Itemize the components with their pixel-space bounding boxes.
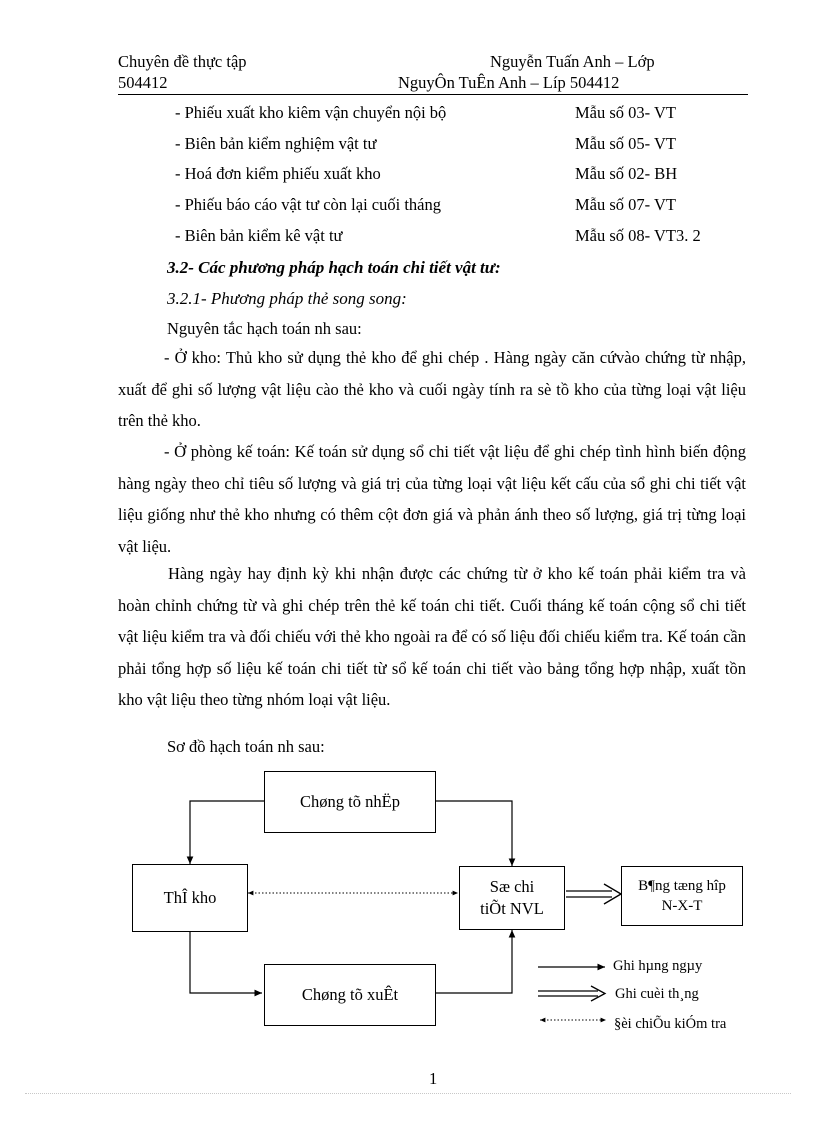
document-item-code: Mẫu số 05- VT: [575, 134, 676, 153]
subsection-heading: 3.2.1- Phương pháp thẻ song song:: [167, 289, 407, 308]
box-import-voucher: [264, 771, 436, 833]
legend-check-label: §èi chiÕu kiÓm tra: [614, 1016, 727, 1032]
paragraph-warehouse: - Ở kho: Thủ kho sử dụng thẻ kho để ghi chép . Hàng ngày căn cứvào chứng từ nhập, xuất để ghi số lượng vật liệu cào thẻ kho và cuối ngày tính ra sè tồ kho của từng loại vật liệu trên thẻ kho.: [118, 348, 746, 430]
document-item-name: - Biên bản kiểm nghiệm vật tư: [175, 134, 377, 153]
arrow-import-to-stock-card: [190, 801, 265, 864]
document-item-name: - Hoá đơn kiểm phiếu xuất kho: [175, 164, 381, 183]
box-detail-ledger: [459, 866, 565, 930]
legend-daily-label: Ghi hµng ngµy: [613, 958, 703, 974]
box-export-voucher: [264, 964, 436, 1026]
box-stock-card-label: ThÎ kho: [163, 888, 217, 907]
header-class-code: 504412: [118, 73, 168, 92]
header-author-garbled: NguyÔn TuÊn Anh – Líp 504412: [398, 73, 620, 92]
paragraph-daily-process: Hàng ngày hay định kỳ khi nhận được các chứng từ ở kho kế toán phải kiểm tra và hoàn chỉnh chứng từ và ghi chép trên thẻ kế toán chi tiết. Cuối tháng kế toán cộng sổ chi tiết vật liệu kiểm tra và đối chiếu với thẻ kho ngoài ra để có số liệu đối chiếu kiểm tra. Kế toán cần phải tổng hợp số liệu kế toán chi tiết từ sổ kế toán chi tiết vào bảng tổng hợp nhập, xuất tồn kho vật liệu theo từng nhóm loại vật liệu.: [118, 564, 746, 709]
document-item-code: Mẫu số 07- VT: [575, 195, 676, 214]
document-item-name: - Phiếu báo cáo vật tư còn lại cuối tháng: [175, 195, 441, 214]
legend-monthly-label: Ghi cuèi th¸ng: [615, 986, 699, 1002]
arrow-import-to-detail-ledger: [435, 801, 512, 866]
arrow-export-to-detail-ledger: [435, 930, 512, 993]
box-summary-table-line1: B¶ng tæng hîp: [638, 878, 726, 894]
header-course-title: Chuyên đề thực tập: [118, 52, 247, 71]
box-summary-table-line2: N-X-T: [661, 898, 703, 914]
box-import-voucher-label: Chøng tõ nhËp: [300, 792, 400, 811]
box-detail-ledger-line1: Sæ chi: [489, 877, 535, 896]
document-item-code: Mẫu số 02- BH: [575, 164, 678, 183]
box-summary-table: [621, 866, 743, 926]
box-detail-ledger-line2: tiÕt NVL: [480, 899, 544, 918]
document-item-name: - Biên bản kiểm kê vật tư: [175, 226, 343, 245]
box-export-voucher-label: Chøng tõ xuÊt: [301, 985, 399, 1004]
page-number: 1: [429, 1069, 438, 1088]
page-bottom-rule: [25, 1093, 791, 1094]
arrow-stock-card-to-export: [190, 930, 262, 993]
diagram-intro: Sơ đồ hạch toán nh sau:: [167, 737, 325, 756]
document-item-name: - Phiếu xuất kho kiêm vận chuyển nội bộ: [175, 103, 447, 122]
box-stock-card: [132, 864, 248, 932]
principle-intro: Nguyên tắc hạch toán nh sau:: [167, 319, 362, 338]
document-item-code: Mẫu số 03- VT: [575, 103, 676, 122]
section-heading: 3.2- Các phương pháp hạch toán chi tiết vật tư:: [167, 258, 501, 277]
header-author: Nguyễn Tuấn Anh – Lớp: [490, 52, 655, 71]
paragraph-accounting: - Ở phòng kế toán: Kế toán sử dụng sổ chi tiết vật liệu để ghi chép tình hình biến động hàng ngày theo chỉ tiêu số lượng và giá trị của từng loại vật liệu kết cấu của sổ ghi chi tiết vật liệu giống như thẻ kho nhưng có thêm cột đơn giá và phản ánh theo số lượng, giá trị từng loại vật liệu.: [118, 442, 746, 556]
document-item-code: Mẫu số 08- VT3. 2: [575, 226, 701, 245]
